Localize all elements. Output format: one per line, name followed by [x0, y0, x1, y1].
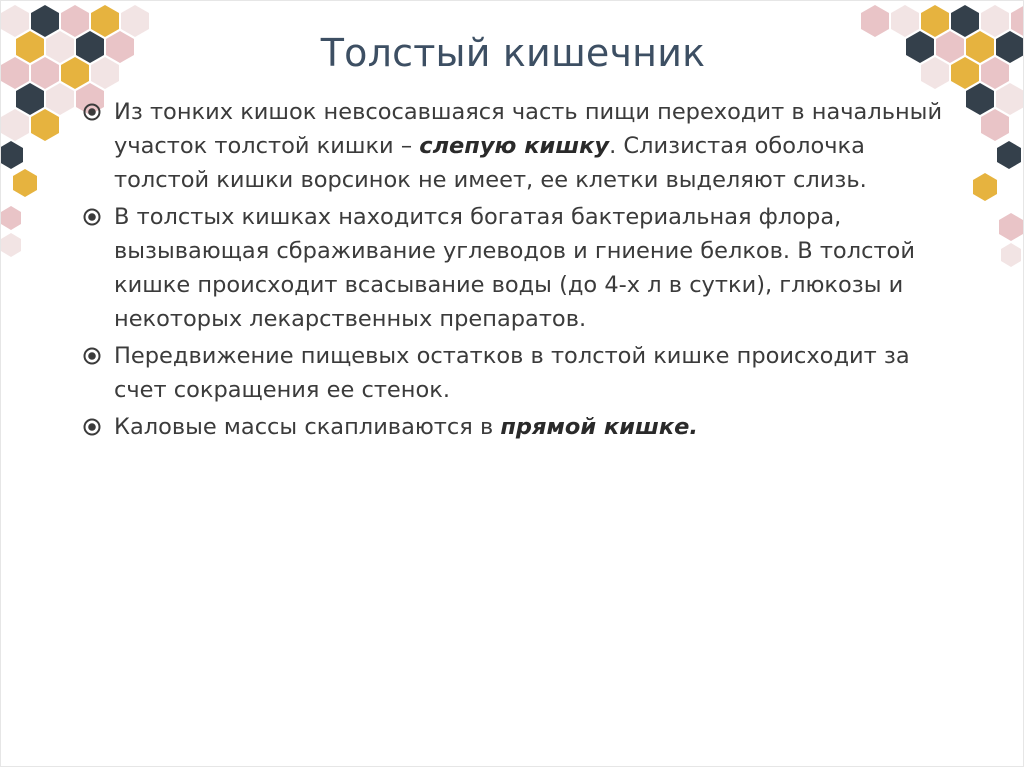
bullet-emphasis: слепую кишку — [419, 133, 610, 159]
bullet-text: Каловые массы скапливаются в — [114, 414, 501, 440]
list-item — [81, 95, 961, 197]
bullet-text-after: . Слизистая оболочка толстой кишки ворсинок не имеет, ее клетки выделяют слизь. — [114, 133, 867, 193]
slide-title: Толстый кишечник — [320, 31, 706, 75]
list-item — [81, 339, 961, 407]
radio-bullet-icon — [83, 347, 101, 365]
bullet-emphasis: прямой кишке. — [500, 414, 698, 440]
bullet-text: Из тонких кишок невсосавшаяся часть пищи переходит в начальный участок толстой кишки – — [114, 99, 943, 159]
list-item — [81, 200, 961, 336]
radio-bullet-icon — [83, 208, 101, 226]
bullet-text: Передвижение пищевых остатков в толстой кишке происходит за счет сокращения ее стенок. — [114, 343, 910, 403]
radio-bullet-icon — [83, 103, 101, 121]
bullet-list — [81, 95, 961, 447]
list-item — [81, 410, 961, 444]
radio-bullet-icon — [83, 418, 101, 436]
bullet-text: В толстых кишках находится богатая бактериальная флора, вызывающая сбраживание углеводов и гниение белков. В толстой кишке происходит всасывание воды (до 4-х л в сутки), глюкозы и некоторых лекарственных препаратов. — [114, 204, 915, 332]
